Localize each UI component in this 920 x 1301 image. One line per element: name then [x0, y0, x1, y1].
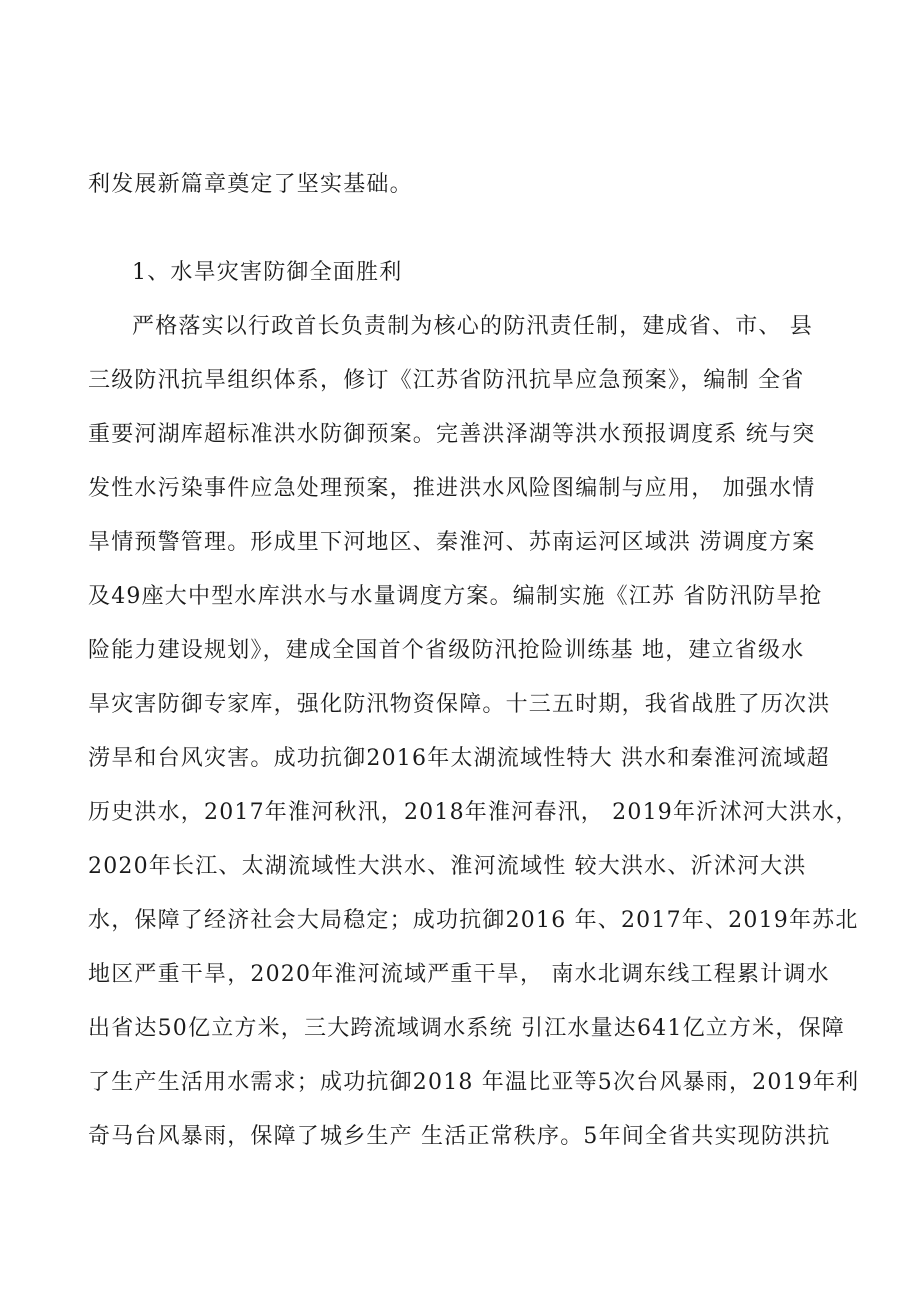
paragraph-line: 险能力建设规划》，建成全国首个省级防汛抢险训练基 地，建立省级水 [88, 638, 805, 663]
paragraph-line: 旱情预警管理。形成里下河地区、秦淮河、苏南运河区域洪 涝调度方案 [88, 530, 816, 555]
paragraph-line: 了生产生活用水需求；成功抗御2018 年温比亚等5次台风暴雨，2019年利 [88, 1070, 860, 1095]
paragraph-line: 水，保障了经济社会大局稳定；成功抗御2016 年、2017年、2019年苏北 [88, 908, 859, 933]
section-heading: 1、水旱灾害防御全面胜利 [132, 260, 403, 285]
paragraph-line: 涝旱和台风灾害。成功抗御2016年太湖流域性特大 洪水和秦淮河流域超 [88, 746, 830, 771]
paragraph-line: 利发展新篇章奠定了坚实基础。 [88, 172, 413, 197]
paragraph-line: 地区严重干旱，2020年淮河流域严重干旱， 南水北调东线工程累计调水 [88, 962, 830, 987]
paragraph-line: 重要河湖库超标准洪水防御预案。完善洪泽湖等洪水预报调度系 统与突 [88, 422, 816, 447]
paragraph-line: 严格落实以行政首长负责制为核心的防汛责任制，建成省、市、 县 [132, 314, 813, 339]
paragraph-line: 及49座大中型水库洪水与水量调度方案。编制实施《江苏 省防汛防旱抢 [88, 584, 823, 609]
paragraph-line: 奇马台风暴雨，保障了城乡生产 生活正常秩序。5年间全省共实现防洪抗 [88, 1124, 831, 1149]
paragraph-line: 出省达50亿立方米，三大跨流域调水系统 引江水量达641亿立方米，保障 [88, 1016, 845, 1041]
paragraph-line: 发性水污染事件应急处理预案，推进洪水风险图编制与应用， 加强水情 [88, 476, 816, 501]
paragraph-line: 2020年长江、太湖流域性大洪水、淮河流域性 较大洪水、沂沭河大洪 [88, 854, 807, 879]
paragraph-line: 三级防汛抗旱组织体系，修订《江苏省防汛抗旱应急预案》，编制 全省 [88, 368, 805, 393]
paragraph-line: 旱灾害防御专家库，强化防汛物资保障。十三五时期，我省战胜了历次洪 [88, 692, 831, 717]
paragraph-line: 历史洪水，2017年淮河秋汛，2018年淮河春汛， 2019年沂沭河大洪水， [88, 800, 859, 825]
